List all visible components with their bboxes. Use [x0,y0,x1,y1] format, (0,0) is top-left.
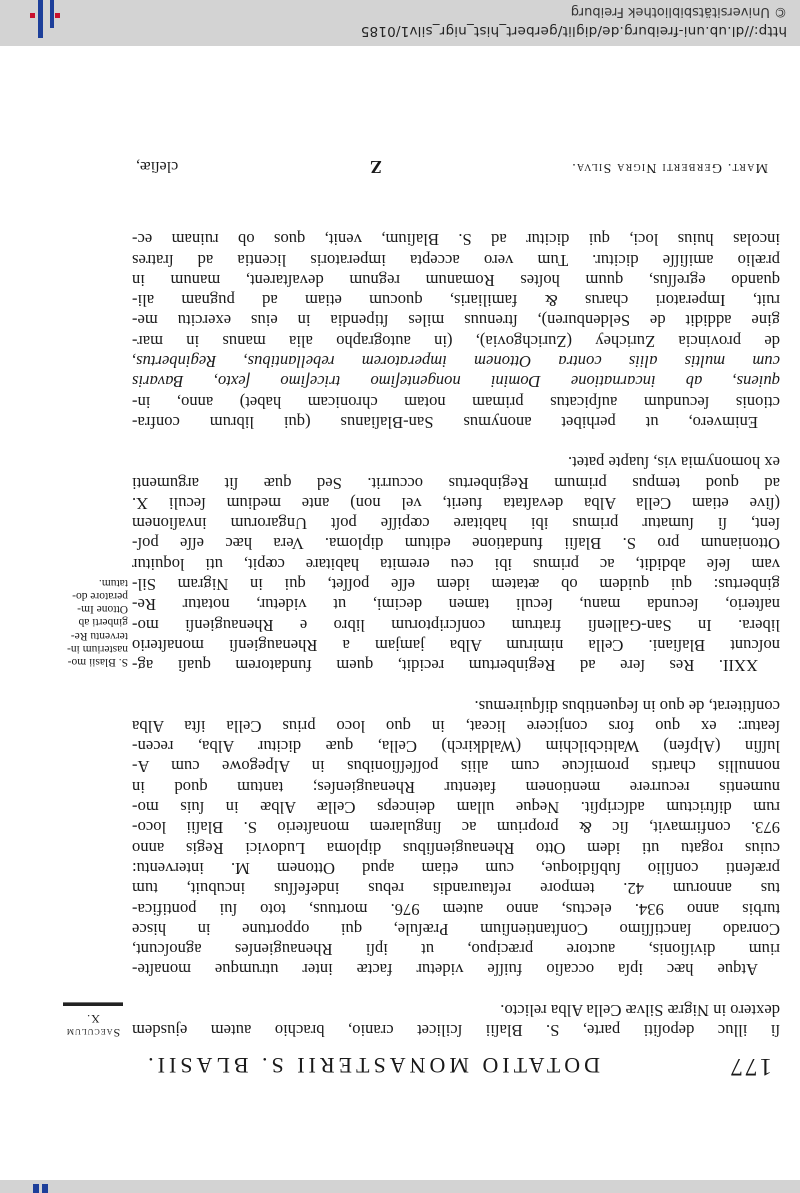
margin-note-line: peratore do- [72,589,128,602]
text-line: quando egreſſus, quum hoſtes Romanum regnum devaſtarent, manum in [132,270,780,290]
margin-rule [63,1002,123,1006]
text-line: ginbertus: qui quidem ob ætatem idem eſſe poſſet, qui in Nigram Sil- [132,575,780,595]
text-line: ctionis ſecundum auſpicatus primam notam chronicam habet) anno, in- [132,392,780,412]
page-footer [132,153,780,175]
margin-note [67,576,128,668]
text-line: luſſin (Alpfen) Walticbilchim (Waldkirch) Cella, quæ dicitur Alba, recen- [132,737,780,757]
running-title: DOTATIO MONASTERII S. BLASII. [144,1053,600,1078]
text-line: dextero in Nigræ Silvæ Cella Alba relicto. [500,1000,780,1020]
mini-logo-icon [28,1183,48,1193]
text-line: ſi illuc depoſiti parte, S. Blaſii ſcilicet cranio, brachio autem ejusdem [132,1021,780,1040]
text-line: vam ſeſe abdidit, ac primus ibi ceu eremita habitare cœpit, uti loquitur [132,554,780,574]
copyright-text: © Universitätsbibliothek Freiburg [570,4,787,19]
viewer-info-bar [0,0,800,46]
body-text [132,229,780,1040]
scanned-book-page [0,46,800,1180]
saeculum-label: Saeculum [65,1026,121,1040]
margin-note-line: terventu Re- [70,629,128,642]
catchword: cleſiæ, [136,158,179,175]
text-line: ſent, ſi ſumatur primus ibi habitare cœpiſſe poſt Ungarorum invaſionem [132,514,780,534]
text-line: prælio amiſiſſe dicitur. Tum vero accepta imperatoris licentia ad ſratres [132,250,780,270]
text-line: numentis recurrere mentionem fatentur Rhenaugienſes; tantum quod in [132,777,780,797]
margin-saeculum [58,1002,128,1040]
text-line: ad quod tempus primum Reginbertus occurrit. Sed quæ ſit argumenti [132,473,780,493]
margin-note-line: Ottone Im- [77,603,128,616]
text-line: cum multis aliis contra Ottonem imperatorem rebellantibus, Reginbertus, [132,352,780,372]
permalink-url[interactable]: http://dl.ub.uni-freiburg.de/diglit/gerbert_hist_nigr_silv1/0185 [360,23,787,39]
signature-mark: Z [369,157,382,177]
margin-note-line: tatum. [98,576,128,589]
text-line: Enimvero, ut perhibet anonymus San-Blaſianus (qui librum confra- [132,412,758,432]
footer-source: Mart. Gerberti Nigra Silva. [571,160,768,175]
margin-note-line: ginberti ab [78,616,128,629]
text-line: Ottonianum pro S. Blaſii fundatione editum diploma. Vera hæc eſſe poſ- [132,534,780,554]
text-line: tus annorum 42. tempore reſtaurandis rebus indefeſſus incubuit, tum [132,879,780,899]
text-line: noſcunt Blaſiani. Cella nimirum Alba jamjam a Rhenaugienſi monaſterio [132,635,780,655]
section-start-line: XXII. Res ſere ad Reginbertum recidit, quem fundatorem quaſi ag- [132,656,758,676]
text-line: quiens, ab incarnatione Domini nongenteſimo triceſimo ſexto, Bavaris [132,372,780,392]
saeculum-number: X. [86,1012,100,1026]
text-line: incolas huius loci, qui dicitur ad S. Blaſium, venit, quos ob ruinam ec- [132,230,780,250]
text-line: 973. confirmavit, ſic & proprium ac ſingularem monaſterio S. Blaſii loco- [132,818,780,838]
text-line: naſterio, ſecunda manu, ſeculi tamen decimi, ut videtur, notatur Re- [132,595,780,615]
library-logo-icon [20,0,60,46]
text-line: Conrado ſanctiſſimo Conſtantienſium Præſule, qui opportune in hisce [132,919,780,939]
text-line: Atque hæc ipſa occaſio fuiſſe videtur factæ inter utrumque monaſte- [132,960,758,980]
margin-note-line: S. Blasii mo- [67,656,128,668]
text-line: cuius rogatu uti idem Otto Rhenaugienſibus diploma Ludovici Regis anno [132,838,780,858]
text-line: (ſive etiam Cella Alba devaſtata fuerit, vel non) ante medium ſeculi X. [132,493,780,513]
text-line: rium diviſionis, auctore præcipuo, ut ipſi Rhenaugienſes agnoſcunt, [132,940,780,960]
page-number: 177 [728,1053,772,1080]
text-line: ruit, Imperatori charus & familiaris, quocum etiam ad pugnam ali- [132,291,780,311]
text-line: ſeatur: ex quo fors conjicere liceat, in quo loco prius Cella iſta Alba [132,716,780,736]
text-line: nonnullis chartis promiſcue cum aliis poſſeſſionibus in Alpegowe cum A- [132,757,780,777]
text-line: libera. In San-Gallenſi fratrum conſcriptorum libro e Rhenaugienſi mo- [132,615,780,635]
top-toolbar-strip [0,1180,800,1193]
text-line: ex homonymia vis, ſuapte patet. [568,453,780,473]
text-line: gine addidit de Seldenburen), ſtrenuus miles ſtipendia in eius exercitu me- [132,311,780,331]
text-line: de provincia Zurichey (Zurichgovia), (in autographo alia manus in mar- [132,331,780,351]
text-line: præſenti conſilio ſubſidioque, cum etiam apud Ottonem M. interventu: [132,858,780,878]
text-line: conſtiterat, de quo in ſequentibus diſquiremus. [474,696,780,716]
margin-note-line: nasterium in- [67,642,128,655]
text-line: rum diſtrictum adſcripſit. Neque ullam deinceps Cellæ Albæ in ſuis mo- [132,798,780,818]
text-line: turbis anno 934. electus, anno autem 976. mortuus, toto ſui pontifica- [132,899,780,919]
page-header [130,1048,780,1080]
